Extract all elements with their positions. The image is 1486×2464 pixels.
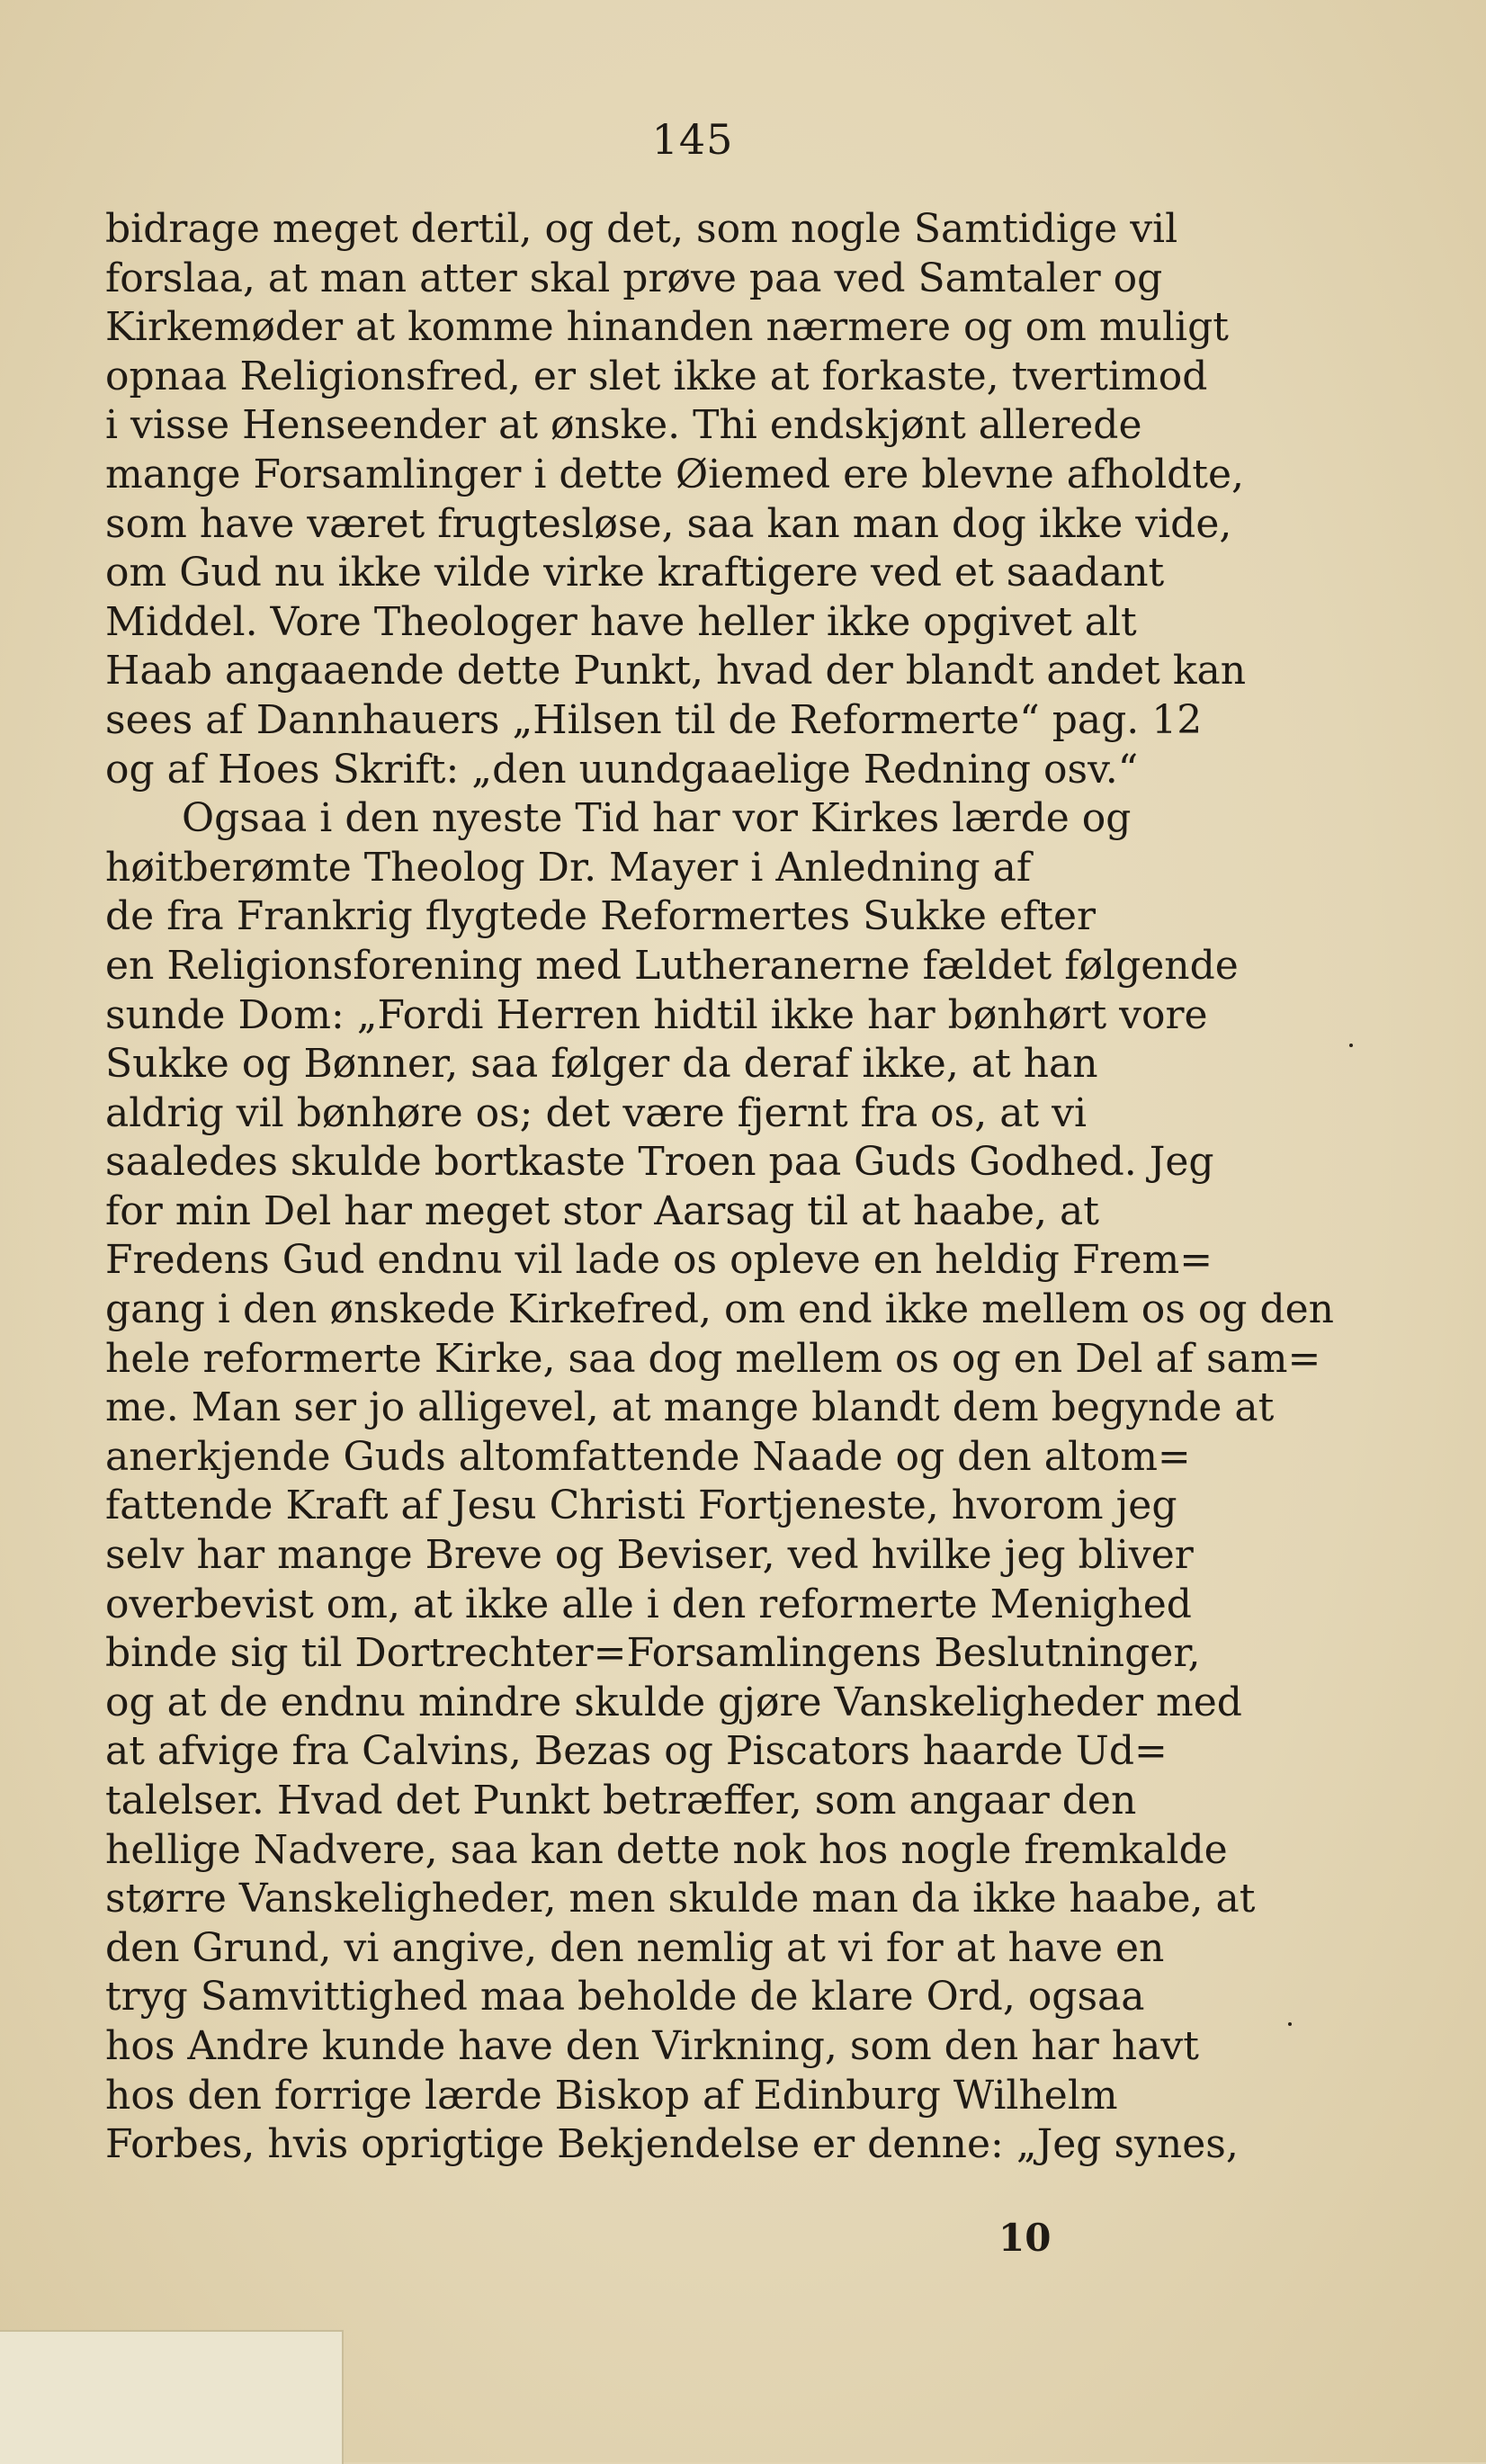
text-line: i visse Henseender at ønske. Thi endskjønt allerede [105,402,1142,449]
text-line: hele reformerte Kirke, saa dog mellem os og en Del af sam= [105,1335,1321,1382]
ink-speck [1288,2022,1292,2026]
text-line: aldrig vil bønhøre os; det være fjernt fra os, at vi [105,1089,1088,1136]
text-line: og af Hoes Skrift: „den uundgaaelige Redning osv.“ [105,746,1139,793]
text-line: som have været frugtesløse, saa kan man dog ikke vide, [105,500,1232,547]
text-line: om Gud nu ikke vilde virke kraftigere ved et saadant [105,550,1165,596]
text-line: større Vanskeligheder, men skulde man da ikke haabe, at [105,1876,1256,1922]
text-line: mange Forsamlinger i dette Øiemed ere blevne afholdte, [105,451,1245,497]
text-line: me. Man ser jo alligevel, at mange blandt dem begynde at [105,1384,1275,1431]
text-line: anerkjende Guds altomfattende Naade og den altom= [105,1433,1191,1480]
text-line: gang i den ønskede Kirkefred, om end ikke mellem os og den [105,1286,1334,1333]
text-line: Middel. Vore Theologer have heller ikke opgivet alt [105,598,1137,645]
text-line: hos den forrige lærde Biskop af Edinburg Wilhelm [105,2072,1118,2119]
text-line: tryg Samvittighed maa beholde de klare Ord, ogsaa [105,1974,1145,2020]
text-line-paragraph-start: Ogsaa i den nyeste Tid har vor Kirkes lærde og [182,795,1132,842]
text-line: Fredens Gud endnu vil lade os opleve en heldig Frem= [105,1237,1213,1284]
text-line: forslaa, at man atter skal prøve paa ved Samtaler og [105,255,1163,301]
text-line: selv har mange Breve og Beviser, ved hvilke jeg bliver [105,1532,1194,1579]
signature-mark: 10 [998,2216,1052,2260]
text-line: talelser. Hvad det Punkt betræffer, som angaar den [105,1778,1137,1823]
text-line: sees af Dannhauers „Hilsen til de Reformerte“ pag. 12 [105,696,1203,743]
text-line: høitberømte Theolog Dr. Mayer i Anledning af [105,844,1032,891]
paper-stub [0,2330,344,2464]
text-line: at afvige fra Calvins, Bezas og Piscators haarde Ud= [105,1728,1168,1775]
text-line: Forbes, hvis oprigtige Bekjendelse er denne: „Jeg synes, [105,2121,1239,2168]
text-line: Haab angaaende dette Punkt, hvad der blandt andet kan [105,648,1247,694]
ink-speck [1349,1044,1353,1047]
text-line: og at de endnu mindre skulde gjøre Vanskeligheder med [105,1679,1242,1725]
text-line: en Religionsforening med Lutheranerne fældet følgende [105,942,1239,989]
text-line: Kirkemøder at komme hinanden nærmere og om muligt [105,304,1229,351]
text-line: bidrage meget dertil, og det, som nogle Samtidige vil [105,206,1178,252]
text-line: hos Andre kunde have den Virkning, som den har havt [105,2022,1199,2069]
text-line: overbevist om, at ikke alle i den reformerte Menighed [105,1581,1192,1627]
text-line: den Grund, vi angive, den nemlig at vi for at have en [105,1924,1165,1971]
text-line: sunde Dom: „Fordi Herren hidtil ikke har bønhørt vore [105,991,1208,1038]
text-line: saaledes skulde bortkaste Troen paa Guds Godhed. Jeg [105,1139,1214,1186]
text-line: binde sig til Dortrechter=Forsamlingens Beslutninger, [105,1630,1201,1677]
text-line: opnaa Religionsfred, er slet ikke at forkaste, tvertimod [105,353,1208,399]
text-line: de fra Frankrig flygtede Reformertes Sukke efter [105,893,1097,940]
body-text [105,205,1334,2170]
text-line: for min Del har meget stor Aarsag til at haabe, at [105,1187,1099,1234]
text-line: fattende Kraft af Jesu Christi Fortjeneste, hvorom jeg [105,1483,1177,1529]
page-number: 145 [651,115,734,164]
text-line: hellige Nadvere, saa kan dette nok hos nogle fremkalde [105,1826,1228,1873]
text-line: Sukke og Bønner, saa følger da deraf ikke, at han [105,1041,1098,1088]
